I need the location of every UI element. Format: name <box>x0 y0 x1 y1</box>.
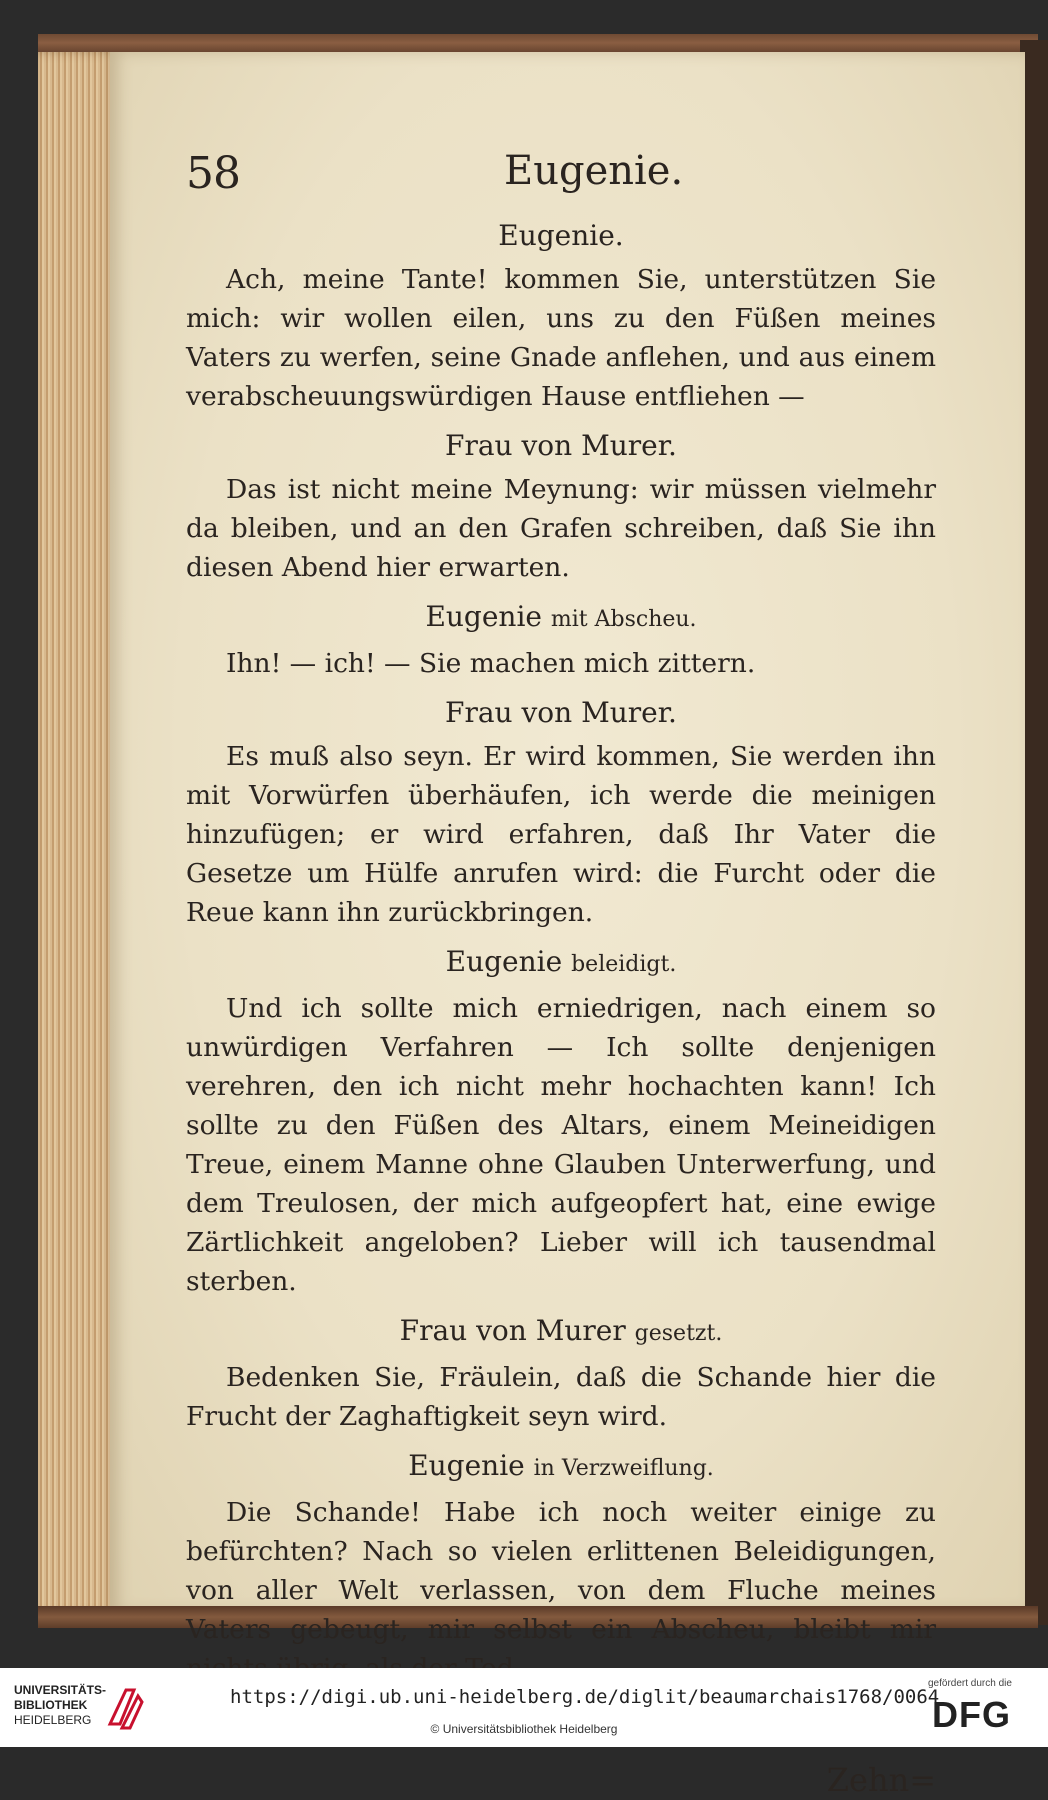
library-name-line: BIBLIOTHEK <box>14 1698 88 1712</box>
speaker-heading <box>186 942 936 985</box>
running-title: Eugenie. <box>504 148 684 194</box>
text-blocks <box>186 216 936 1738</box>
page-text <box>186 140 936 1800</box>
stage-direction: mit Abscheu. <box>550 607 697 632</box>
copyright-notice: © Universitätsbibliothek Heidelberg <box>430 1722 618 1736</box>
page-number: 58 <box>186 148 240 199</box>
speaker-name: Frau von Murer. <box>445 696 677 729</box>
stage-direction: beleidigt. <box>571 952 677 977</box>
speech-paragraph: Das ist nicht meine Meynung: wir müssen vielmehr da bleiben, und an den Grafen schreiben, daß Sie ihn diesen Abend hier erwarten. <box>186 474 936 583</box>
speech-paragraph: Ach, meine Tante! kommen Sie, unterstützen Sie mich: wir wollen eilen, uns zu den Füßen meines Vaters zu werfen, seine Gnade anflehen, und aus einem verabscheuungswürdigen Hause entfliehen — <box>186 264 936 412</box>
speech-paragraph: Es muß also seyn. Er wird kommen, Sie werden ihn mit Vorwürfen überhäufen, ich werde die meinigen hinzufügen; er wird erfahren, daß Ihr Vater die Gesetze um Hülfe anrufen wird: die Furcht oder die Reue kann ihn zurückbringen. <box>186 741 936 928</box>
speech-paragraph: Und ich sollte mich erniedrigen, nach einem so unwürdigen Verfahren — Ich sollte denjenigen verehren, den ich nicht mehr hochachten kann! Ich sollte zu den Füßen des Altars, einem Meineidigen Treue, einem Manne ohne Glauben Unterwerfung, und dem Treulosen, der mich aufgeopfert hat, eine ewige Zärtlichkeit angeloben? Lieber will ich tausendmal sterben. <box>186 993 936 1297</box>
viewer-footer <box>0 1668 1048 1747</box>
permalink-url[interactable]: https://digi.ub.uni-heidelberg.de/diglit/beaumarchais1768/0064 <box>230 1686 940 1708</box>
speaker-name: Eugenie <box>425 600 542 633</box>
stage-direction: in Verzweiflung. <box>533 1456 714 1481</box>
speaker-name: Eugenie. <box>498 219 624 252</box>
speaker-heading <box>186 1311 936 1354</box>
speaker-heading <box>186 216 936 256</box>
speaker-heading <box>186 597 936 640</box>
library-name-line: HEIDELBERG <box>14 1713 92 1727</box>
speaker-name: Frau von Murer <box>399 1314 626 1347</box>
sponsor-note: gefördert durch die <box>928 1678 1012 1689</box>
page-edges <box>38 52 118 1614</box>
speaker-heading <box>186 693 936 733</box>
speaker-name: Eugenie <box>408 1449 525 1482</box>
speech-paragraph: Bedenken Sie, Fräulein, daß die Schande hier die Frucht der Zaghaftigkeit seyn wird. <box>186 1362 936 1432</box>
speaker-heading <box>186 1446 936 1489</box>
speaker-name: Eugenie <box>445 945 563 978</box>
speaker-name: Frau von Murer. <box>445 429 677 462</box>
catchword: Zehn= <box>826 1761 936 1799</box>
page-header <box>186 140 936 210</box>
stage-direction: gesetzt. <box>634 1321 723 1346</box>
dfg-logo[interactable]: DFG <box>932 1694 1011 1735</box>
speech-paragraph: Ihn! — ich! — Sie machen mich zittern. <box>226 648 756 679</box>
speaker-heading <box>186 426 936 466</box>
speech-paragraph: Die Schande! Habe ich noch weiter einige zu befürchten? Nach so vielen erlittenen Beleidigungen, von aller Welt verlassen, von dem Fluche meines Vaters gebeugt, mir selbst ein Abscheu, bleibt mir <box>186 1497 936 1645</box>
library-name-line: UNIVERSITÄTS- <box>14 1683 107 1697</box>
